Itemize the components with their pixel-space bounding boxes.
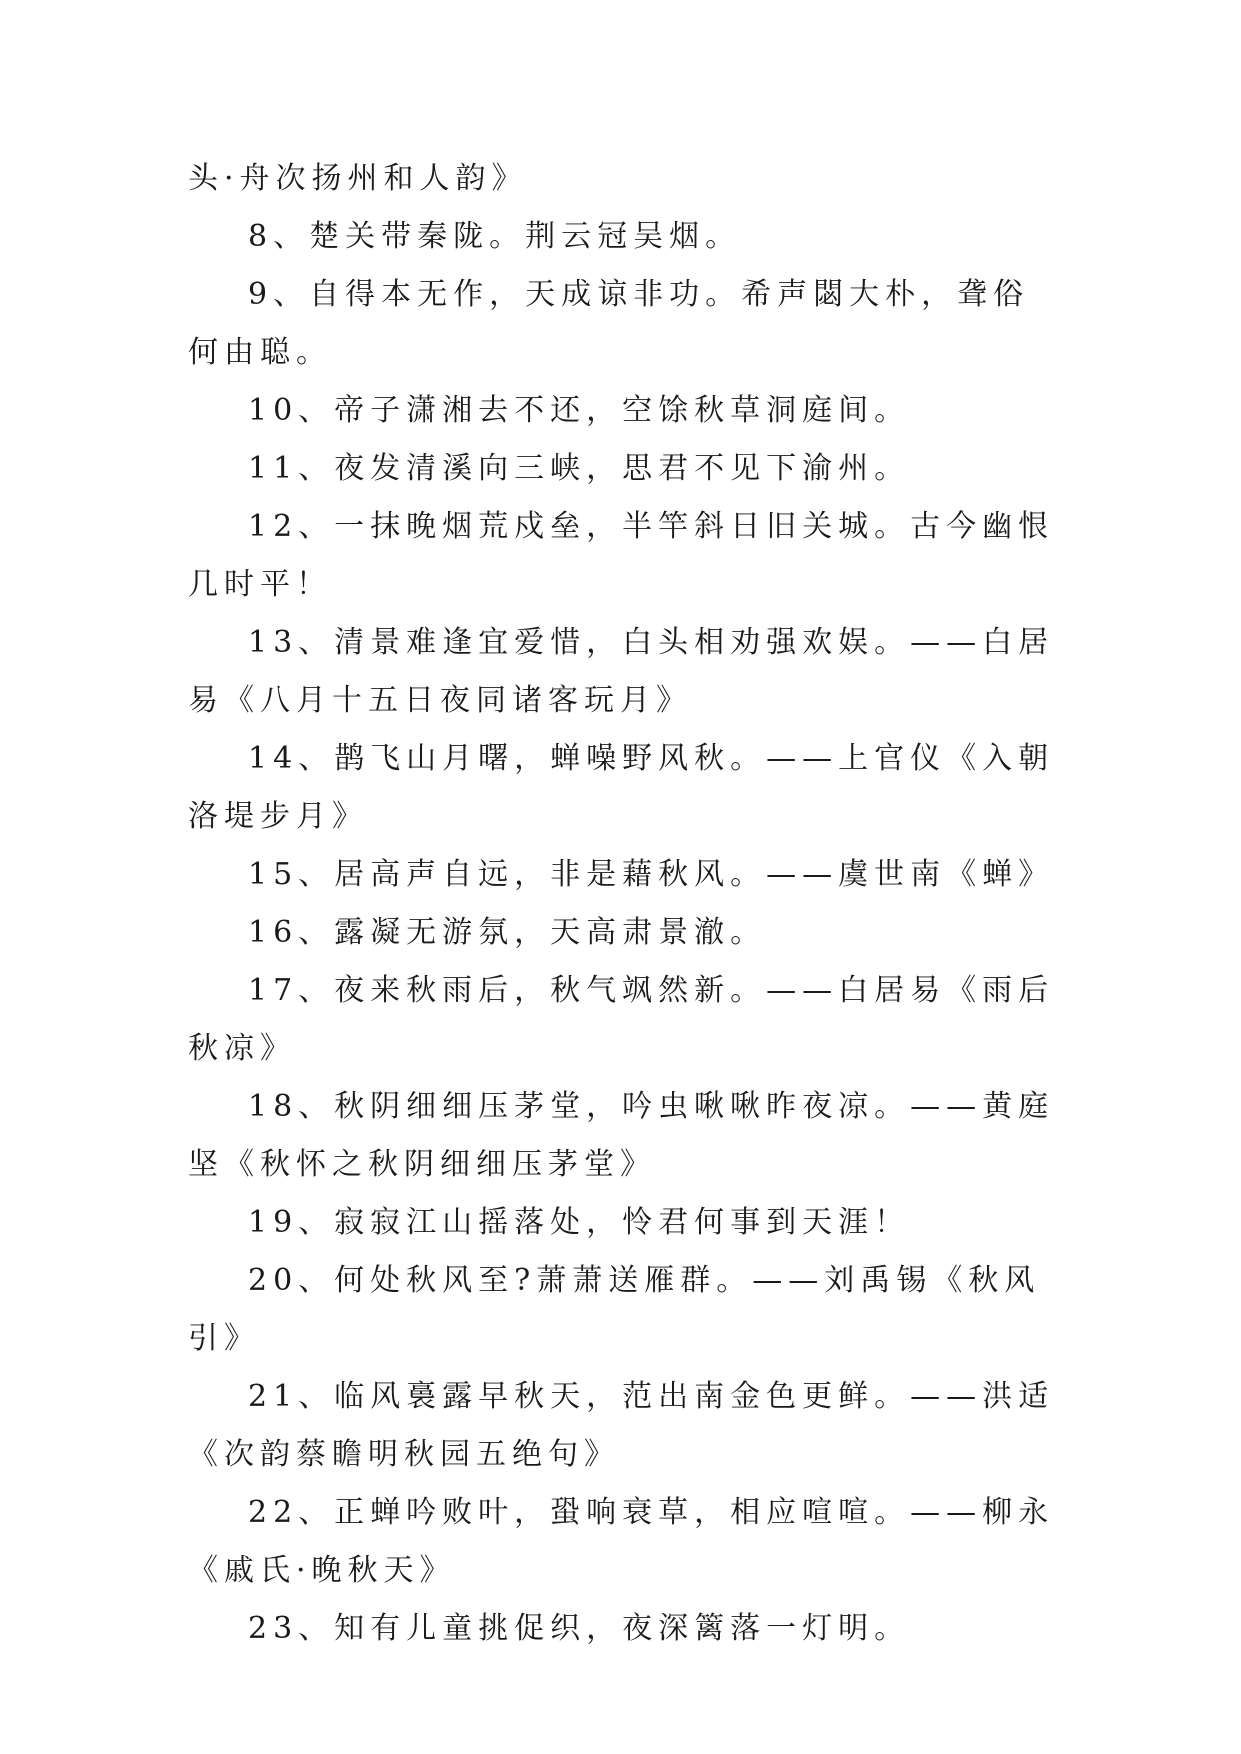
poem-line-19: 19、寂寂江山摇落处，怜君何事到天涯！ xyxy=(248,1205,911,1240)
poem-line-13: 13、清景难逢宜爱惜，白头相劝强欢娱。——白居易《八月十五日夜同诸客玩月》 xyxy=(188,625,1055,718)
poem-line-14: 14、鹊飞山月曙，蝉噪野风秋。——上官仪《入朝洛堤步月》 xyxy=(188,741,1055,834)
poem-line-23: 23、知有儿童挑促织，夜深篱落一灯明。 xyxy=(248,1611,911,1646)
poem-line-15: 15、居高声自远，非是藉秋风。——虞世南《蝉》 xyxy=(248,857,1055,892)
poem-line-11: 11、夜发清溪向三峡，思君不见下渝州。 xyxy=(248,451,911,486)
poem-line-17: 17、夜来秋雨后，秋气飒然新。——白居易《雨后秋凉》 xyxy=(188,973,1055,1066)
poem-line-9: 9、自得本无作，天成谅非功。希声閟大朴，聋俗何由聪。 xyxy=(188,277,1030,370)
poem-line-10: 10、帝子潇湘去不还，空馀秋草洞庭间。 xyxy=(248,393,911,428)
poem-line-16: 16、露凝无游氛，天高肃景澈。 xyxy=(248,915,767,950)
document-body xyxy=(188,150,1058,1658)
paragraph-continuation: 头·舟次扬州和人韵》 xyxy=(188,161,528,196)
poem-line-8: 8、楚关带秦陇。荆云冠吴烟。 xyxy=(248,219,742,254)
poem-line-18: 18、秋阴细细压茅堂，吟虫啾啾昨夜凉。——黄庭坚《秋怀之秋阴细细压茅堂》 xyxy=(188,1089,1055,1182)
poem-line-22: 22、正蝉吟败叶，蛩响衰草，相应喧喧。——柳永《戚氏·晚秋天》 xyxy=(188,1495,1055,1588)
poem-line-20: 20、何处秋风至?萧萧送雁群。——刘禹锡《秋风引》 xyxy=(188,1263,1041,1356)
poem-line-21: 21、临风裛露早秋天，范出南金色更鲜。——洪适《次韵蔡瞻明秋园五绝句》 xyxy=(188,1379,1055,1472)
poem-line-12: 12、一抹晚烟荒戍垒，半竿斜日旧关城。古今幽恨几时平！ xyxy=(188,509,1055,602)
